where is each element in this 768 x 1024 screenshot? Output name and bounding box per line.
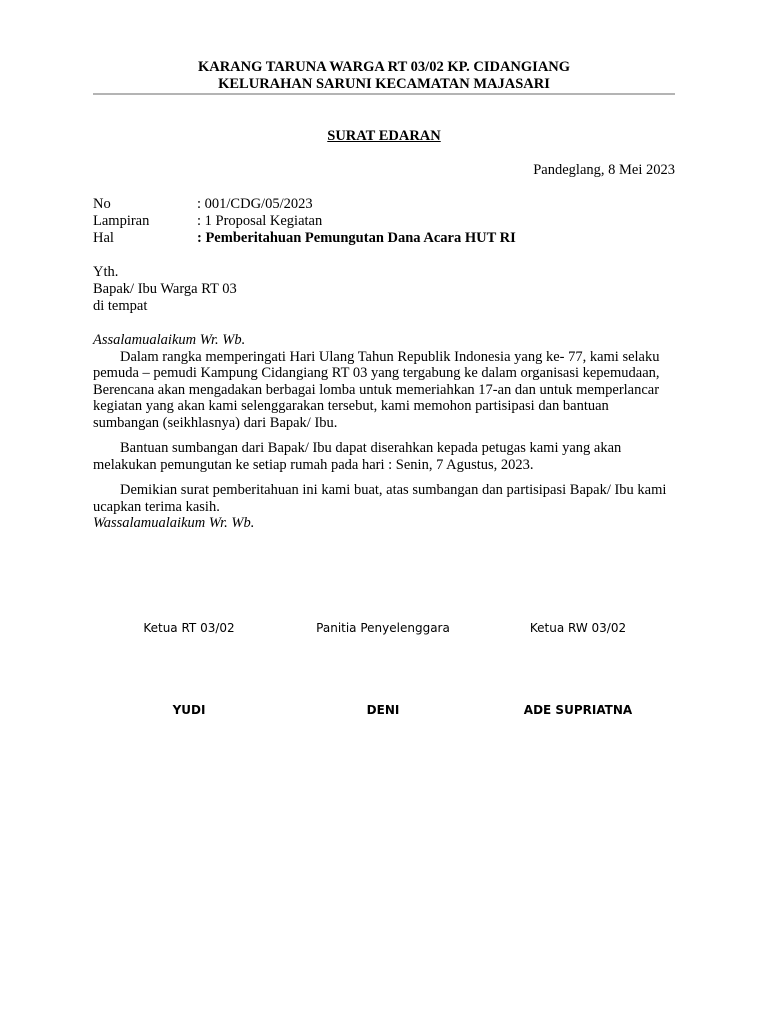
paragraph-3: Demikian surat pemberitahuan ini kami buat, atas sumbangan dan partisipasi Bapak/ Ibu kami ucapkan terima kasih. [93,482,667,515]
closing: Wassalamualaikum Wr. Wb. [93,515,255,531]
signature-role-panitia: Panitia Penyelenggara [316,621,450,635]
meta-hal-label: Hal [93,230,114,246]
letterhead-divider [93,93,675,95]
paragraph-2: Bantuan sumbangan dari Bapak/ Ibu dapat diserahkan kepada petugas kami yang akan melakukan pemungutan ke setiap rumah pada hari : Senin, 7 Agustus, 2023. [93,440,622,473]
recipient-line-2: Bapak/ Ibu Warga RT 03 [93,281,237,297]
letter-date: Pandeglang, 8 Mei 2023 [533,162,675,178]
signature-name-rt: YUDI [172,703,206,717]
meta-row-no [93,196,516,213]
letterhead [93,59,675,93]
greeting: Assalamualaikum Wr. Wb. [93,332,246,348]
meta-no-label: No [93,196,111,212]
paragraph-1: Dalam rangka memperingati Hari Ulang Tahun Republik Indonesia yang ke- 77, kami selaku pemuda – pemudi Kampung Cidangiang RT 03 yang tergabung ke dalam organisasi kepemudaan, Berencana akan mengadakan berbagai lomba untuk memeriahkan 17-an dan untuk memperlancar kegiatan yang akan kami selenggarakan tersebut, kami memohon partisipasi dan bantuan sumbangan (seikhlasnya) dari Bapak/ Ibu. [93,348,660,431]
meta-no-value: : 001/CDG/05/2023 [197,196,313,212]
meta-lampiran-value: : 1 Proposal Kegiatan [197,213,323,229]
letter-meta [93,196,516,247]
letter-body [93,332,675,532]
meta-lampiran-label: Lampiran [93,213,150,229]
recipient-block [93,264,237,315]
document-title: SURAT EDARAN [327,128,441,144]
signature-role-rw: Ketua RW 03/02 [529,621,627,635]
signature-name-rw: ADE SUPRIATNA [523,703,633,717]
recipient-line-1: Yth. [93,264,119,280]
letterhead-line-1: KARANG TARUNA WARGA RT 03/02 KP. CIDANGIANG [197,59,571,75]
meta-row-lampiran [93,213,516,230]
signature-role-rt: Ketua RT 03/02 [143,621,235,635]
meta-hal-value: : Pemberitahuan Pemungutan Dana Acara HUT RI [197,230,516,246]
signature-name-panitia: DENI [366,703,400,717]
recipient-line-3: di tempat [93,298,148,314]
letterhead-line-2: KELURAHAN SARUNI KECAMATAN MAJASARI [218,76,550,92]
meta-row-hal [93,230,516,247]
